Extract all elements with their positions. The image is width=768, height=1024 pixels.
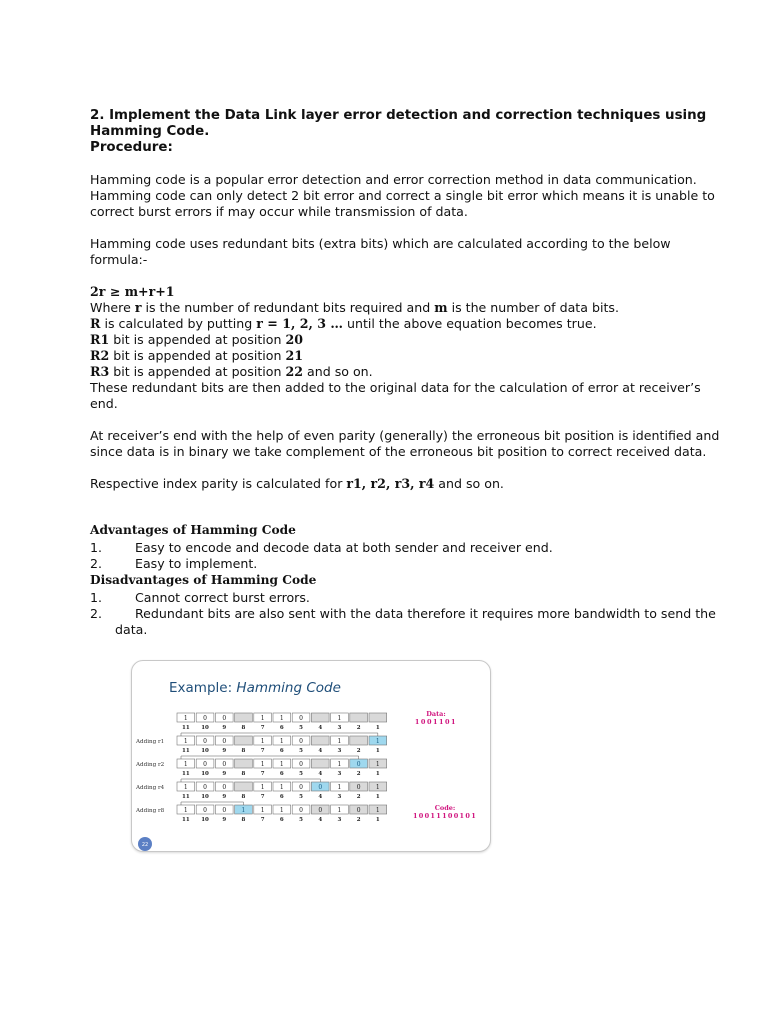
list-item: 1. Cannot correct burst errors. <box>90 590 310 605</box>
task-heading: 2. Implement the Data Link layer error detection and correction techniques using <box>90 108 707 123</box>
bit-cell <box>235 782 253 791</box>
position-label: 1 <box>375 794 380 800</box>
bit-cell <box>235 736 253 745</box>
position-label: 4 <box>318 748 323 754</box>
bit-value: 1 <box>260 738 265 745</box>
advantages-title: Advantages of Hamming Code <box>90 523 296 537</box>
position-label: 8 <box>241 748 246 754</box>
position-label: 10 <box>201 748 209 754</box>
bit-value: 0 <box>299 761 303 768</box>
advantages-list <box>90 540 730 572</box>
hamming-diagram <box>132 661 490 851</box>
position-line-r1: R1 bit is appended at position 20 <box>90 332 303 347</box>
position-label: 3 <box>337 725 342 731</box>
receiver-paragraph: At receiver’s end with the help of even parity (generally) the erroneous bit position is identified and since data is in binary we take complement of the erroneous bit position to correct received data. <box>90 428 720 459</box>
position-label: 11 <box>182 748 190 754</box>
disadvantages-title: Disadvantages of Hamming Code <box>90 573 317 587</box>
code-label: Code: <box>434 804 456 812</box>
row-label: Adding r2 <box>136 762 165 768</box>
position-label: 4 <box>318 817 323 823</box>
bit-value: 1 <box>337 784 342 791</box>
position-label: 4 <box>318 725 323 731</box>
bit-value: 0 <box>203 784 207 791</box>
list-item: 1. Easy to encode and decode data at both sender and receiver end. <box>90 540 553 555</box>
bit-value: 0 <box>356 761 361 768</box>
bit-value: 1 <box>279 715 284 722</box>
position-label: 1 <box>375 725 380 731</box>
position-label: 11 <box>182 725 190 731</box>
bit-value: 0 <box>356 807 361 814</box>
bit-value: 0 <box>222 761 227 768</box>
bit-value: 0 <box>318 784 323 791</box>
bit-value: 1 <box>337 715 342 722</box>
position-label: 9 <box>222 817 227 823</box>
bit-value: 0 <box>203 715 207 722</box>
bit-value: 1 <box>279 761 284 768</box>
position-label: 6 <box>279 771 284 777</box>
bit-cell <box>311 713 329 722</box>
position-label: 11 <box>182 771 190 777</box>
bit-value: 1 <box>375 784 380 791</box>
bit-value: 1 <box>375 738 380 745</box>
bit-value: 1 <box>337 738 342 745</box>
position-label: 1 <box>375 817 380 823</box>
bit-value: 1 <box>183 715 188 722</box>
row-label: Adding r8 <box>136 808 165 814</box>
position-label: 6 <box>279 794 284 800</box>
data-value: 1001101 <box>414 718 458 726</box>
bit-value: 1 <box>279 807 284 814</box>
formula-intro-paragraph: Hamming code uses redundant bits (extra bits) which are calculated according to the below formula:- <box>90 236 671 267</box>
slide-number: 22 <box>141 842 149 848</box>
bit-value: 0 <box>356 784 361 791</box>
bit-value: 0 <box>299 715 303 722</box>
position-label: 11 <box>182 817 190 823</box>
calc-line: R is calculated by putting r = 1, 2, 3 … until the above equation becomes true. <box>90 316 597 331</box>
bit-cell <box>235 759 253 768</box>
document-body <box>90 108 730 638</box>
position-line-r2: R2 bit is appended at position 21 <box>90 348 303 363</box>
respective-line: Respective index parity is calculated for r1, r2, r3, r4 and so on. <box>90 476 504 491</box>
position-label: 6 <box>279 817 284 823</box>
position-label: 5 <box>299 748 303 754</box>
position-label: 2 <box>356 794 361 800</box>
position-label: 7 <box>260 725 265 731</box>
bit-value: 1 <box>260 715 265 722</box>
bit-value: 1 <box>183 761 188 768</box>
bit-value: 0 <box>299 784 303 791</box>
bit-value: 1 <box>337 761 342 768</box>
position-label: 9 <box>222 725 227 731</box>
position-label: 5 <box>299 817 303 823</box>
bit-value: 1 <box>260 761 265 768</box>
bit-value: 1 <box>375 761 380 768</box>
bit-value: 0 <box>299 807 303 814</box>
position-label: 6 <box>279 748 284 754</box>
bit-value: 1 <box>375 807 380 814</box>
bit-cell <box>235 713 253 722</box>
bit-value: 0 <box>222 784 227 791</box>
position-label: 7 <box>260 794 265 800</box>
example-title: Example: Hamming Code <box>169 680 341 696</box>
list-item: 2. Redundant bits are also sent with the data therefore it requires more bandwidth to send the data. <box>90 606 716 637</box>
example-slide-image <box>131 660 491 852</box>
position-label: 2 <box>356 771 361 777</box>
bit-value: 0 <box>299 738 303 745</box>
bit-value: 0 <box>318 807 323 814</box>
bit-value: 1 <box>260 807 265 814</box>
bit-cell <box>311 736 329 745</box>
procedure-heading: Procedure: <box>90 140 173 155</box>
redundant-added-paragraph: These redundant bits are then added to the original data for the calculation of error at receiver’s end. <box>90 380 701 411</box>
code-value: 10011100101 <box>412 812 478 820</box>
bit-cell <box>350 736 368 745</box>
position-label: 1 <box>375 748 380 754</box>
bit-value: 0 <box>222 738 227 745</box>
bit-value: 0 <box>222 807 227 814</box>
position-label: 5 <box>299 794 303 800</box>
bit-value: 0 <box>222 715 227 722</box>
position-label: 8 <box>241 725 246 731</box>
position-label: 10 <box>201 794 209 800</box>
position-label: 4 <box>318 794 323 800</box>
bit-value: 1 <box>183 784 188 791</box>
position-label: 5 <box>299 725 303 731</box>
bit-value: 1 <box>279 784 284 791</box>
position-label: 9 <box>222 748 227 754</box>
position-label: 6 <box>279 725 284 731</box>
position-label: 10 <box>201 725 209 731</box>
position-label: 7 <box>260 817 265 823</box>
position-label: 3 <box>337 748 342 754</box>
position-label: 3 <box>337 794 342 800</box>
position-label: 8 <box>241 817 246 823</box>
bit-value: 0 <box>203 738 207 745</box>
disadvantages-list <box>90 590 730 638</box>
intro-paragraph: Hamming code is a popular error detection and error correction method in data communication. Hamming code can only detect 2 bit error and correct a single bit error which means it is unable to correct burst errors if may occur while transmission of data. <box>90 172 715 219</box>
bit-value: 0 <box>203 761 207 768</box>
position-label: 9 <box>222 794 227 800</box>
bit-value: 1 <box>260 784 265 791</box>
position-label: 2 <box>356 817 361 823</box>
position-label: 7 <box>260 748 265 754</box>
position-label: 10 <box>201 771 209 777</box>
position-label: 10 <box>201 817 209 823</box>
position-label: 7 <box>260 771 265 777</box>
position-label: 5 <box>299 771 303 777</box>
row-label: Adding r1 <box>136 739 165 745</box>
position-label: 9 <box>222 771 227 777</box>
bit-value: 1 <box>183 738 188 745</box>
position-line-r3: R3 bit is appended at position 22 and so on. <box>90 364 373 379</box>
position-label: 2 <box>356 748 361 754</box>
row-label: Adding r4 <box>136 785 165 791</box>
list-item: 2. Easy to implement. <box>90 556 258 571</box>
bit-value: 1 <box>241 807 246 814</box>
bit-cell <box>350 713 368 722</box>
bit-value: 0 <box>203 807 207 814</box>
formula: 2r ≥ m+r+1 <box>90 284 175 299</box>
position-label: 1 <box>375 771 380 777</box>
position-label: 2 <box>356 725 361 731</box>
task-heading-cont: Hamming Code. <box>90 124 210 139</box>
position-label: 11 <box>182 794 190 800</box>
position-label: 3 <box>337 817 342 823</box>
bit-cell <box>311 759 329 768</box>
bit-value: 1 <box>337 807 342 814</box>
position-label: 8 <box>241 771 246 777</box>
position-label: 4 <box>318 771 323 777</box>
bit-value: 1 <box>183 807 188 814</box>
bit-value: 1 <box>279 738 284 745</box>
position-label: 8 <box>241 794 246 800</box>
position-label: 3 <box>337 771 342 777</box>
data-label: Data: <box>426 710 446 718</box>
where-line: Where r is the number of redundant bits required and m is the number of data bits. <box>90 300 619 315</box>
bit-cell <box>369 713 387 722</box>
